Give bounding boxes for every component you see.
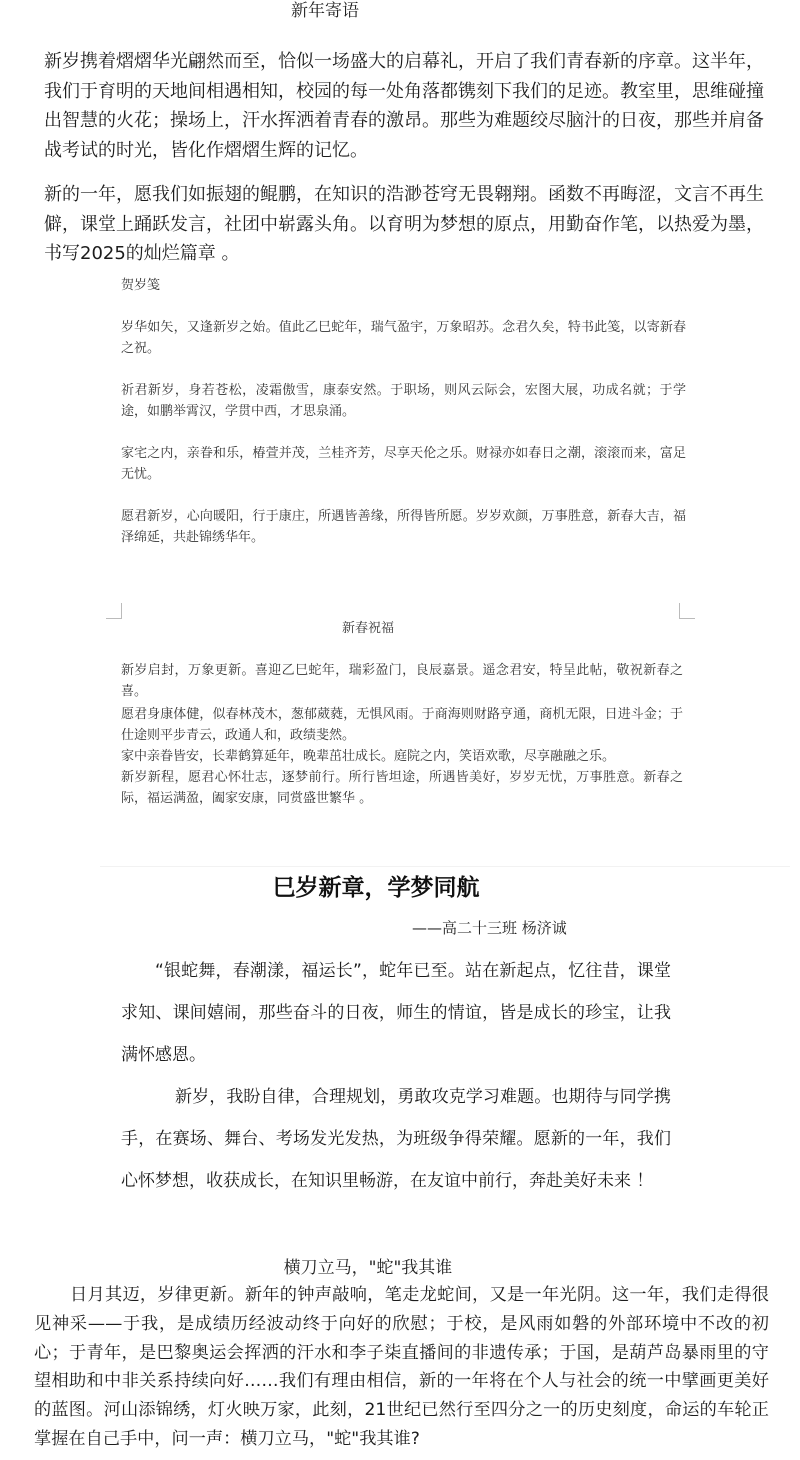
page-corner-mark (106, 603, 122, 619)
paragraph: 岁华如矢，又逢新岁之始。值此乙巳蛇年，瑞气盈宇，万象昭苏。念君久矣，特书此笺，以寄新春之祝。 (121, 320, 686, 356)
paragraph: 愿君身康体健，似春林茂木，葱郁葳蕤，无惧风雨。于商海则财路亨通，商机无限，日进斗金；于仕途则平步青云，政通人和，政绩斐然。 (121, 707, 683, 743)
paragraph: 新岁新程，愿君心怀壮志，逐梦前行。所行皆坦途，所遇皆美好，岁岁无忧，万事胜意。新春之际，福运满盈，阖家安康，同赏盛世繁华 。 (121, 770, 683, 806)
paragraph: 新岁启封，万象更新。喜迎乙巳蛇年，瑞彩盈门，良辰嘉景。遥念君安，特呈此帖，敬祝新春之喜。 (121, 663, 683, 699)
paragraph: 家宅之内，亲眷和乐，椿萱并茂，兰桂齐芳，尽享天伦之乐。财禄亦如春日之潮，滚滚而来，富足无忧。 (121, 446, 686, 482)
paragraph: 新岁携着熠熠华光翩然而至，恰似一场盛大的启幕礼，开启了我们青春新的序章。这半年，我们于育明的天地间相遇相知，校园的每一处角落都镌刻下我们的足迹。教室里，思维碰撞出智慧的火花；操场上，汗水挥洒着青春的激昂。那些为难题绞尽脑汁的日夜，那些并肩备战考试的时光，皆化作熠熠生辉的记忆。 (44, 51, 764, 161)
section-title: 贺岁笺 (121, 278, 161, 293)
paragraph: 新岁，我盼自律，合理规划，勇敢攻克学习难题。也期待与同学携手，在赛场、舞台、考场发光发热，为班级争得荣耀。愿新的一年，我们心怀梦想，收获成长，在知识里畅游，在友谊中前行，奔赴美好未来 ！ (121, 1087, 671, 1191)
page-corner-mark (679, 603, 695, 619)
paragraph: 新的一年，愿我们如振翅的鲲鹏，在知识的浩渺苍穹无畏翱翔。函数不再晦涩，文言不再生僻，课堂上踊跃发言，社团中崭露头角。以育明为梦想的原点，用勤奋作笔，以热爱为墨，书写2025的灿烂篇章 。 (44, 184, 764, 264)
paragraph: 祈君新岁，身若苍松，凌霜傲雪，康泰安然。于职场，则风云际会，宏图大展，功成名就；于学途，如鹏举霄汉，学贯中西，才思泉涌。 (121, 383, 686, 419)
section-title: 新年寄语 (291, 1, 359, 21)
section-title: 巳岁新章，学梦同航 (272, 875, 480, 901)
author-line: ——高二十三班 杨济诚 (412, 919, 567, 937)
section-title: 新春祝福 (341, 621, 394, 636)
paragraph: 家中亲眷皆安，长辈鹤算延年，晚辈茁壮成长。庭院之内，笑语欢歌，尽享融融之乐。 (121, 749, 616, 764)
divider (100, 866, 790, 867)
paragraph: 日月其迈，岁律更新。新年的钟声敲响，笔走龙蛇间，又是一年光阴。这一年，我们走得很见神采——于我，是成绩历经波动终于向好的欣慰；于校，是风雨如磐的外部环境中不改的初心；于青年，是巴黎奥运会挥洒的汗水和李子柒直播间的非遗传承；于国，是葫芦岛暴雨里的守望相助和中非关系持续向好……我们有理由相信，新的一年将在个人与社会的统一中擘画更美好的蓝图。河山添锦绣，灯火映万家，此刻，21世纪已然行至四分之一的历史刻度，命运的车轮正掌握在自己手中，问一声：横刀立马，"蛇"我其谁? (34, 1285, 769, 1449)
paragraph: 愿君新岁，心向暖阳，行于康庄，所遇皆善缘，所得皆所愿。岁岁欢颜，万事胜意，新春大吉，福泽绵延，共赴锦绣华年。 (121, 509, 686, 545)
paragraph: “银蛇舞，春潮漾，福运长”，蛇年已至。站在新起点，忆往昔，课堂求知、课间嬉闹，那些奋斗的日夜，师生的情谊，皆是成长的珍宝，让我满怀感恩。 (121, 961, 671, 1065)
section-title: 横刀立马，"蛇"我其谁 (283, 1258, 453, 1278)
